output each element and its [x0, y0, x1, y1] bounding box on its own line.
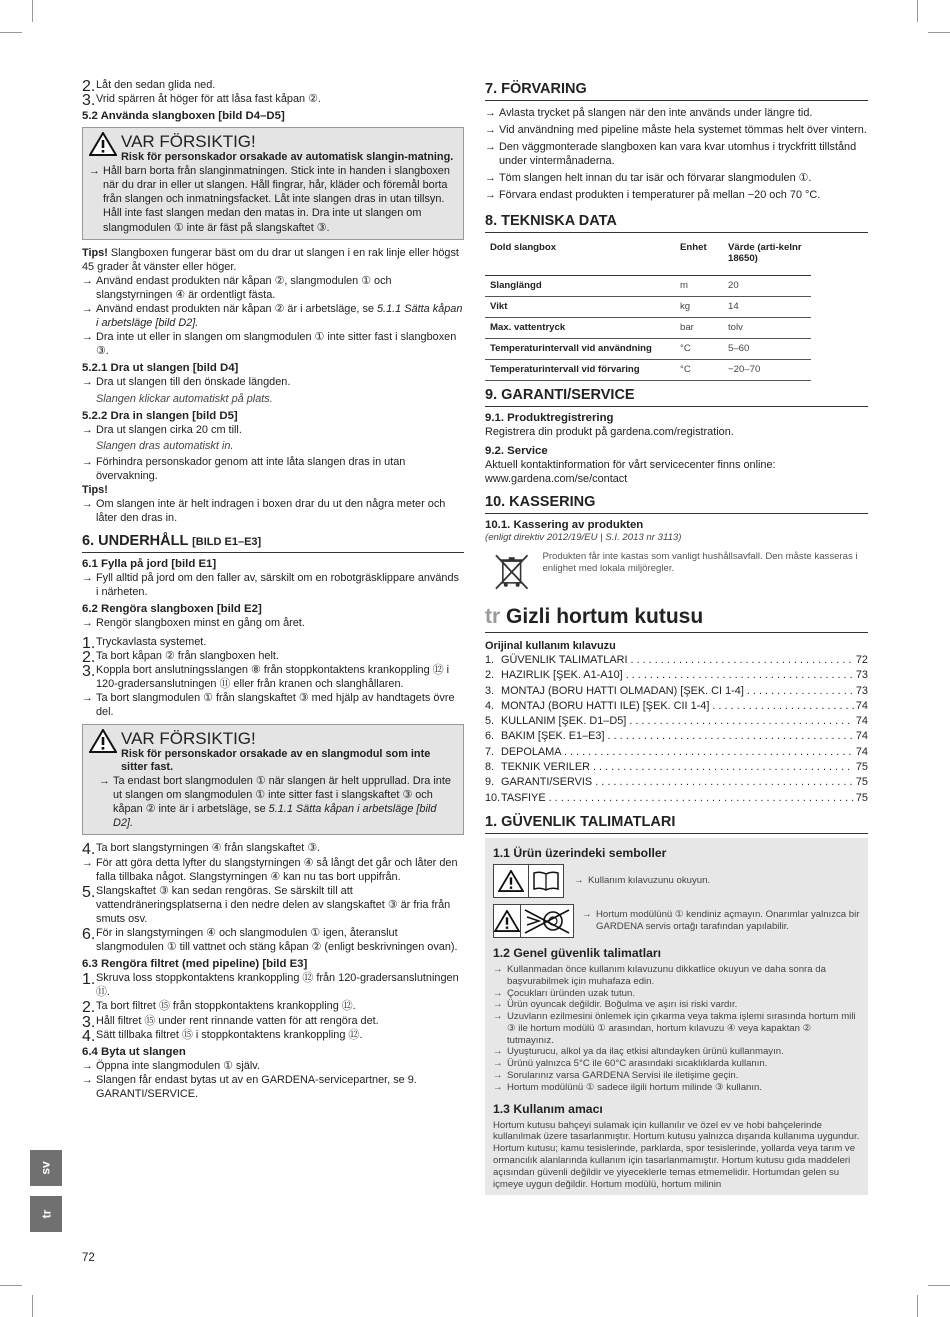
manual-book-icon: [529, 864, 564, 898]
table-row: Temperaturintervall vid användning °C 5–60: [485, 338, 811, 359]
symbol-row: [493, 864, 860, 898]
tips-label: Tips!: [82, 483, 108, 496]
section-heading: 1.3 Kullanım amacı: [493, 1101, 603, 1116]
list-item: → Använd endast produkten när kåpan ② är i arbetsläge, se 5.1.1 Sätta kåpan i arbetsläge [bild D2].: [82, 302, 464, 330]
section-heading: 6.1 Fylla på jord [bild E1]: [82, 558, 217, 571]
symbol-row: [493, 904, 860, 938]
crop-mark: [917, 0, 918, 22]
section-heading: 6.3 Rengöra filtret (med pipeline) [bild E3]: [82, 958, 308, 971]
step: 1. Tryckavlasta systemet.: [82, 634, 207, 652]
left-column: [82, 78, 464, 1101]
table-row: Slanglängd m 20: [485, 275, 811, 296]
list-item: → Sorularınız varsa GARDENA Servisi ile iletişime geçin.: [493, 1070, 860, 1082]
step: 3. Koppla bort anslutningsslangen ⑧ från stoppkontaktens krankoppling ⑫ i 120-gradersanslutningen ⑪ eller från kranen och slanghållaren.: [82, 662, 450, 690]
toc-item[interactable]: 10. TASFIYE . . . 75: [485, 791, 868, 806]
list-item: → Rengör slangboxen minst en gång om året.: [82, 616, 464, 630]
list-item: → Ta bort slangmodulen ① från slangskaftet ③ med hjälp av handtagets övre del.: [82, 691, 464, 719]
step: 2. Låt den sedan glida ned.: [82, 78, 216, 95]
list-item: → Öppna inte slangmodulen ① själv.: [82, 1059, 464, 1073]
section-heading: 10. KASSERING: [485, 494, 868, 514]
crop-mark: [0, 1285, 22, 1286]
section-heading: 1. GÜVENLIK TALIMATLARI: [485, 814, 868, 834]
step: 1. Skruva loss stoppkontaktens krankoppling ⑫ från 120-gradersanslutningen ⑪.: [82, 971, 459, 999]
paragraph: Hortum kutusu bahçeyi sulamak için kullanılır ve özel ev ve hobi bahçelerinde kullanılmak üzere tasarlanmıştır. Hortum kutusu yalnızca dışarıda kullanıma uygundur. Hortum kutusu; kamu tesislerinde, parklarda, spor tesislerinde, yollarda veya tarım ve ormancılık alanlarında kullanım için tasarlanmamıştır. Hortum kutusu gıda maddeleri açısından güvenli değildir ve yiyeceklerle temas etmemelidir. Hortumdan gelen su içmeye uygun değildir. Hortum modülü, hortum milinin: [493, 1119, 860, 1190]
list-item: → Fyll alltid på jord om den faller av, särskilt om en robotgräsklippare används i närheten.: [82, 571, 464, 599]
crop-mark: [32, 0, 33, 22]
toc-item[interactable]: 2. HAZIRLIK [ŞEK. A1-A10] . . . 73: [485, 668, 868, 683]
toc-item[interactable]: 5. KULLANIM [ŞEK. D1–D5] . . . 74: [485, 714, 868, 729]
step: 3. Håll filtret ⑮ under rent rinnande vatten för att rengöra det.: [82, 1013, 379, 1031]
tips-paragraph: Tips! Slangboxen fungerar bäst om du drar ut slangen i en rak linje eller högst 45 grader åt vänster eller höger.: [82, 246, 459, 273]
table-header-row: Dold slangbox Enhet Värde (arti-kelnr 18650): [485, 238, 811, 276]
list-item: → Dra ut slangen till den önskade längden.: [82, 375, 464, 389]
warning-subtitle: Risk för personskador orsakade av automatisk slangin-matning.: [121, 151, 454, 164]
crop-mark: [928, 1285, 950, 1286]
list-item: → Uzuvların ezilmesini önlemek için çıkarma veya takma işlemi sırasında hortum mili ③ ile hortum modülü ① arasından, hortum kılavuzu ④ veya kapaktan ② tutmayınız.: [493, 1011, 860, 1046]
section-heading: 9.2. Service: [485, 444, 548, 457]
disposal-row: [485, 551, 868, 591]
warning-text: → Ta endast bort slangmodulen ① när slangen är helt upprullad. Dra inte ut slangen om slangmodulen ① inte sitter fast i slangskaftet ③ och kåpan ② inte är i arbetsläge, se 5.1.1 Sätta kåpan i arbetsläge [bild D2].: [99, 774, 457, 830]
warning-box: [82, 127, 464, 239]
table-of-contents: [485, 653, 868, 806]
right-column: [485, 78, 868, 1195]
list-item: → Förhindra personskador genom att inte låta slangen dras in utan övervakning.: [82, 455, 464, 483]
step: 4. Sätt tillbaka filtret ⑮ i stoppkontaktens krankoppling ⑫.: [82, 1027, 363, 1045]
step: 5. Slangskaftet ③ kan sedan rengöras. Se särskilt till att vattendräneringsplatserna i den nedre delen av slangskaftet ③ är fria från smuts osv.: [82, 883, 451, 925]
toc-item[interactable]: 4. MONTAJ (BORU HATTI ILE) [ŞEK. CII 1-4] . . . 74: [485, 699, 868, 714]
crop-mark: [928, 32, 950, 33]
list-item: → Uyuşturucu, alkol ya da ilaç etkisi altındayken ürünü kullanmayın.: [493, 1046, 860, 1058]
directive-note: (enligt direktiv 2012/19/EU | S.I. 2013 nr 3113): [485, 531, 682, 543]
list-item: → Dra inte ut eller in slangen om slangmodulen ① inte sitter fast i slangboxen ③.: [82, 330, 464, 358]
tech-data-table: [485, 238, 811, 381]
step: 4. Ta bort slangstyrningen ④ från slangskaftet ③.: [82, 841, 321, 859]
section-heading: 1.2 Genel güvenlik talimatları: [493, 945, 661, 960]
section-heading: 8. TEKNISKA DATA: [485, 213, 868, 233]
crop-mark: [32, 1295, 33, 1317]
crossed-bin-icon: [491, 551, 532, 591]
toc-item[interactable]: 7. DEPOLAMA . . . 74: [485, 745, 868, 760]
toc-item[interactable]: 8. TEKNIK VERILER . . . 75: [485, 760, 868, 775]
section-heading: 5.2 Använda slangboxen [bild D4–D5]: [82, 110, 285, 123]
list-item: → Använd endast produkten när kåpan ②, slangmodulen ① och slangstyrningen ④ är ordentligt fästa.: [82, 274, 464, 302]
warning-title: VAR FÖRSIKTIG!: [121, 729, 256, 749]
list-item: → Ürün oyuncak değildir. Boğulma ve aşırı isi riski vardır.: [493, 999, 860, 1011]
language-tab-sv[interactable]: sv: [30, 1150, 62, 1186]
table-row: Max. vattentryck bar tolv: [485, 317, 811, 338]
paragraph: Registrera din produkt på gardena.com/registration.: [485, 425, 734, 438]
warning-icon: [493, 904, 521, 938]
toc-item[interactable]: 6. BAKIM [ŞEK. E1–E3] . . . 74: [485, 729, 868, 744]
list-item: → Den väggmonterade slangboxen kan vara kvar utomhus i tryckfritt tillstånd under vintermånaderna.: [485, 140, 868, 168]
list-item: → Vid användning med pipeline måste hela systemet tömmas helt över vintern.: [485, 123, 868, 137]
symbol-text: → Kullanım kılavuzunu okuyun.: [574, 875, 710, 887]
step: 2. Ta bort filtret ⑮ från stoppkontaktens krankoppling ⑫.: [82, 999, 356, 1017]
list-item: → Ürünü yalnızca 5°C ile 60°C arasındaki sıcaklıklarda kullanın.: [493, 1058, 860, 1070]
result-text: Slangen dras automatiskt in.: [96, 439, 234, 452]
toc-item[interactable]: 3. MONTAJ (BORU HATTI OLMADAN) [ŞEK. CI 1-4] . . . 73: [485, 684, 868, 699]
section-heading: 5.2.1 Dra ut slangen [bild D4]: [82, 362, 239, 375]
list-item: → Slangen får endast bytas ut av en GARDENA-servicepartner, se 9. GARANTI/SERVICE.: [82, 1073, 464, 1101]
warning-text: → Håll barn borta från slanginmatningen. Stick inte in handen i slangboxen när du drar in eller ut slangen. Håll fingrar, hår, kläder och föremål borta från slangen och inmatningsfacket. Låt inte slangen dras in utan tillsyn. Håll inte fast slangen medan den matas in. Dra inte ut slangen om slangmodulen ① inte är fäst på slangskaftet ③.: [89, 164, 457, 234]
list-item: → Om slangen inte är helt indragen i boxen drar du ut den några meter och låter den dras in.: [82, 497, 464, 525]
warning-box: [82, 724, 464, 835]
list-item: → Dra ut slangen cirka 20 cm till.: [82, 423, 464, 437]
page-number: 72: [82, 1252, 95, 1264]
toc-item[interactable]: 1. GÜVENLIK TALIMATLARI . . . 72: [485, 653, 868, 668]
language-title: tr Gizli hortum kutusu: [485, 605, 868, 633]
crop-mark: [917, 1295, 918, 1317]
list-item: → Kullanmadan önce kullanım kılavuzunu dikkatlice okuyun ve daha sonra da başvurabilmek için muhafaza edin.: [493, 964, 860, 988]
section-heading: 7. FÖRVARING: [485, 81, 868, 101]
crop-mark: [0, 32, 22, 33]
paragraph: Aktuell kontaktinformation för vårt servicecenter finns online: www.gardena.com/se/contact: [485, 458, 776, 485]
language-tab-tr[interactable]: tr: [30, 1196, 62, 1232]
section-heading: 6. UNDERHÅLL [BILD E1–E3]: [82, 533, 464, 553]
table-row: Vikt kg 14: [485, 296, 811, 317]
warning-icon: [89, 729, 117, 753]
list-item: → Avlasta trycket på slangen när den inte används under längre tid.: [485, 106, 868, 120]
step: 2. Ta bort kåpan ② från slangboxen helt.: [82, 648, 279, 666]
table-row: Temperaturintervall vid förvaring °C −20–70: [485, 359, 811, 380]
step: 3. Vrid spärren åt höger för att låsa fast kåpan ②.: [82, 92, 321, 110]
subtitle: Orijinal kullanım kılavuzu: [485, 639, 616, 652]
section-heading: 6.4 Byta ut slangen: [82, 1045, 186, 1058]
warning-title: VAR FÖRSIKTIG!: [121, 132, 256, 152]
result-text: Slangen klickar automatiskt på plats.: [96, 392, 273, 405]
section-heading: 1.1 Ürün üzerindeki semboller: [493, 845, 667, 860]
section-heading: 9. GARANTI/SERVICE: [485, 387, 868, 407]
do-not-open-icon: [521, 904, 574, 938]
section-heading: 5.2.2 Dra in slangen [bild D5]: [82, 409, 238, 422]
list-item: → Förvara endast produkten i temperaturer på mellan −20 och 70 °C.: [485, 188, 868, 202]
warning-icon: [493, 864, 529, 898]
list-item: → Hortum modülünü ① sadece ilgili hortum milinde ③ kullanın.: [493, 1082, 860, 1094]
toc-item[interactable]: 9. GARANTI/SERVIS . . . 75: [485, 775, 868, 790]
list-item: → Çocukları üründen uzak tutun.: [493, 988, 860, 1000]
section-heading: 10.1. Kassering av produkten: [485, 518, 644, 531]
list-item: → Töm slangen helt innan du tar isär och förvarar slangmodulen ①.: [485, 171, 868, 185]
disposal-text: Produkten får inte kastas som vanligt hushållsavfall. Den måste kasseras i enlighet med lokala miljöregler.: [542, 550, 858, 574]
list-item: → För att göra detta lyfter du slangstyrningen ④ så långt det går och låter den falla tillbaka något. Slangstyrningen ④ kan nu tas bort uppifrån.: [82, 856, 464, 884]
symbol-text: → Hortum modülünü ① kendiniz açmayın. Onarımlar yalnızca bir GARDENA servis ortağı tarafından yapılabilir.: [582, 909, 860, 933]
step: 6. För in slangstyrningen ④ och slangmodulen ① igen, återanslut slangmodulen ① till vattnet och stäng kåpan ② (enligt beskrivningen ovan).: [82, 926, 458, 954]
section-heading: 9.1. Produktregistrering: [485, 411, 614, 424]
safety-panel: [485, 838, 868, 1196]
warning-subtitle: Risk för personskador orsakade av en slangmodul som inte sitter fast.: [121, 748, 431, 774]
warning-icon: [89, 132, 117, 156]
section-heading: 6.2 Rengöra slangboxen [bild E2]: [82, 603, 262, 616]
